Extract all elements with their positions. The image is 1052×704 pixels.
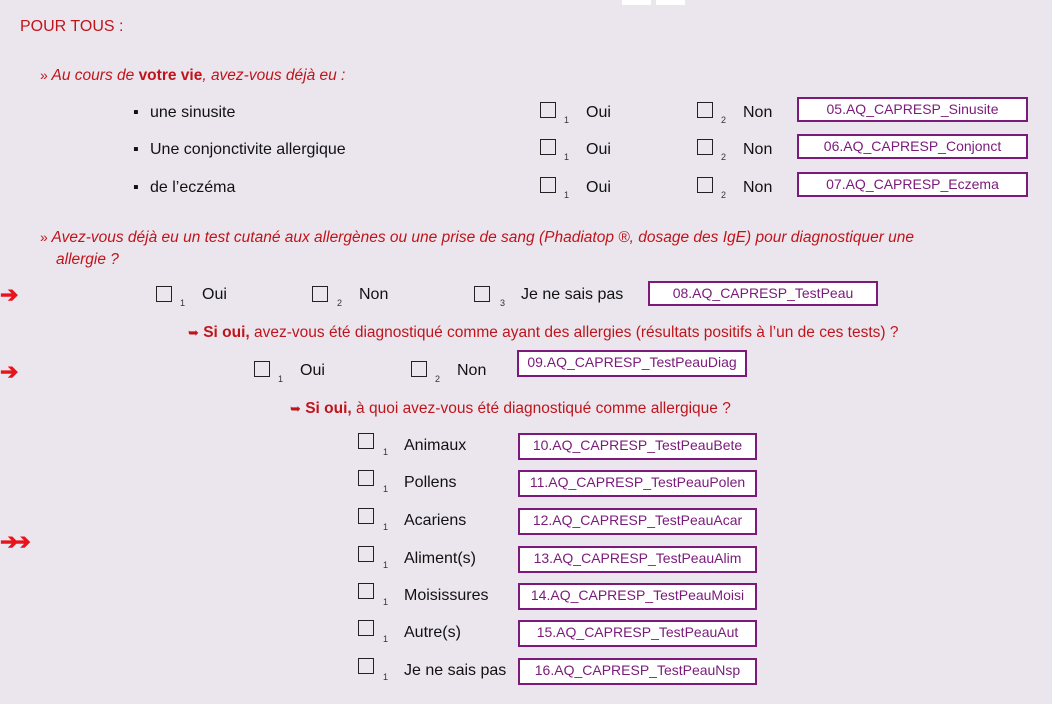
variable-box: 14.AQ_CAPRESP_TestPeauMoisi <box>518 583 757 610</box>
code: 2 <box>337 298 343 308</box>
label-oui: Oui <box>300 362 325 379</box>
variable-box: 13.AQ_CAPRESP_TestPeauAlim <box>518 546 757 573</box>
question-2: » Avez-vous déjà eu un test cutané aux allergènes ou une prise de sang (Phadiatop ®, dosage des IgE) pour diagnostiquer une <box>40 229 915 246</box>
code: 1 <box>383 447 389 457</box>
checkbox-allergen[interactable] <box>358 546 374 562</box>
label-oui: Oui <box>586 141 611 158</box>
question-4: ➥ Si oui, à quoi avez-vous été diagnostiqué comme allergique ? <box>290 400 731 417</box>
code: 1 <box>383 484 389 494</box>
label-non: Non <box>359 286 389 303</box>
page-tab-marker <box>656 0 685 5</box>
code: 2 <box>721 190 727 200</box>
code: 1 <box>383 522 389 532</box>
label-non: Non <box>743 104 773 121</box>
allergen-label: Aliment(s) <box>404 550 477 567</box>
allergen-label: Autre(s) <box>404 624 461 641</box>
label-oui: Oui <box>586 179 611 196</box>
bullet-icon: ▪ <box>133 104 139 121</box>
item-label: de l’eczéma <box>150 179 236 196</box>
checkbox-oui[interactable] <box>540 102 556 118</box>
checkbox-q2-nsp[interactable] <box>474 286 490 302</box>
checkbox-allergen[interactable] <box>358 433 374 449</box>
checkbox-q3-oui[interactable] <box>254 361 270 377</box>
checkbox-non[interactable] <box>697 102 713 118</box>
checkbox-oui[interactable] <box>540 139 556 155</box>
allergen-label: Je ne sais pas <box>404 662 507 679</box>
variable-box: 08.AQ_CAPRESP_TestPeau <box>648 281 878 306</box>
code: 2 <box>435 374 441 384</box>
double-arrow-icon: ➔➔ <box>0 529 25 554</box>
checkbox-q2-oui[interactable] <box>156 286 172 302</box>
bullet-icon: ▪ <box>133 141 139 158</box>
checkbox-q2-non[interactable] <box>312 286 328 302</box>
code: 1 <box>564 190 570 200</box>
page-tab-marker <box>622 0 651 5</box>
variable-box: 10.AQ_CAPRESP_TestPeauBete <box>518 433 757 460</box>
code: 1 <box>278 374 284 384</box>
checkbox-allergen[interactable] <box>358 658 374 674</box>
code: 3 <box>500 298 506 308</box>
checkbox-non[interactable] <box>697 139 713 155</box>
item-label: Une conjonctivite allergique <box>150 141 346 158</box>
code: 1 <box>383 672 389 682</box>
checkbox-allergen[interactable] <box>358 620 374 636</box>
checkbox-oui[interactable] <box>540 177 556 193</box>
variable-box: 06.AQ_CAPRESP_Conjonct <box>797 134 1028 159</box>
code: 1 <box>383 597 389 607</box>
code: 2 <box>721 115 727 125</box>
variable-box: 11.AQ_CAPRESP_TestPeauPolen <box>518 470 757 497</box>
allergen-label: Pollens <box>404 474 457 491</box>
allergen-label: Acariens <box>404 512 467 529</box>
section-header: POUR TOUS : <box>20 18 124 35</box>
label-non: Non <box>457 362 487 379</box>
allergen-label: Animaux <box>404 437 467 454</box>
question-1: » Au cours de votre vie, avez-vous déjà eu : <box>40 67 346 84</box>
checkbox-allergen[interactable] <box>358 583 374 599</box>
checkbox-non[interactable] <box>697 177 713 193</box>
variable-box: 05.AQ_CAPRESP_Sinusite <box>797 97 1028 122</box>
code: 1 <box>564 115 570 125</box>
variable-box: 07.AQ_CAPRESP_Eczema <box>797 172 1028 197</box>
bullet-icon: ▪ <box>133 179 139 196</box>
checkbox-q3-non[interactable] <box>411 361 427 377</box>
checkbox-allergen[interactable] <box>358 470 374 486</box>
question-2-cont: allergie ? <box>56 251 119 268</box>
variable-box: 16.AQ_CAPRESP_TestPeauNsp <box>518 658 757 685</box>
arrow-icon: ➔ <box>0 282 19 307</box>
label-non: Non <box>743 179 773 196</box>
label-oui: Oui <box>586 104 611 121</box>
code: 1 <box>383 634 389 644</box>
code: 2 <box>721 152 727 162</box>
question-3: ➥ Si oui, avez-vous été diagnostiqué comme ayant des allergies (résultats positifs à l’un de ces tests) ? <box>188 324 899 341</box>
label-nsp: Je ne sais pas <box>521 286 624 303</box>
variable-box: 12.AQ_CAPRESP_TestPeauAcar <box>518 508 757 535</box>
arrow-icon: ➔ <box>0 359 19 384</box>
allergen-label: Moisissures <box>404 587 489 604</box>
code: 1 <box>383 560 389 570</box>
variable-box: 09.AQ_CAPRESP_TestPeauDiag <box>517 350 747 377</box>
item-label: une sinusite <box>150 104 236 121</box>
code: 1 <box>564 152 570 162</box>
checkbox-allergen[interactable] <box>358 508 374 524</box>
code: 1 <box>180 298 186 308</box>
label-non: Non <box>743 141 773 158</box>
variable-box: 15.AQ_CAPRESP_TestPeauAut <box>518 620 757 647</box>
label-oui: Oui <box>202 286 227 303</box>
